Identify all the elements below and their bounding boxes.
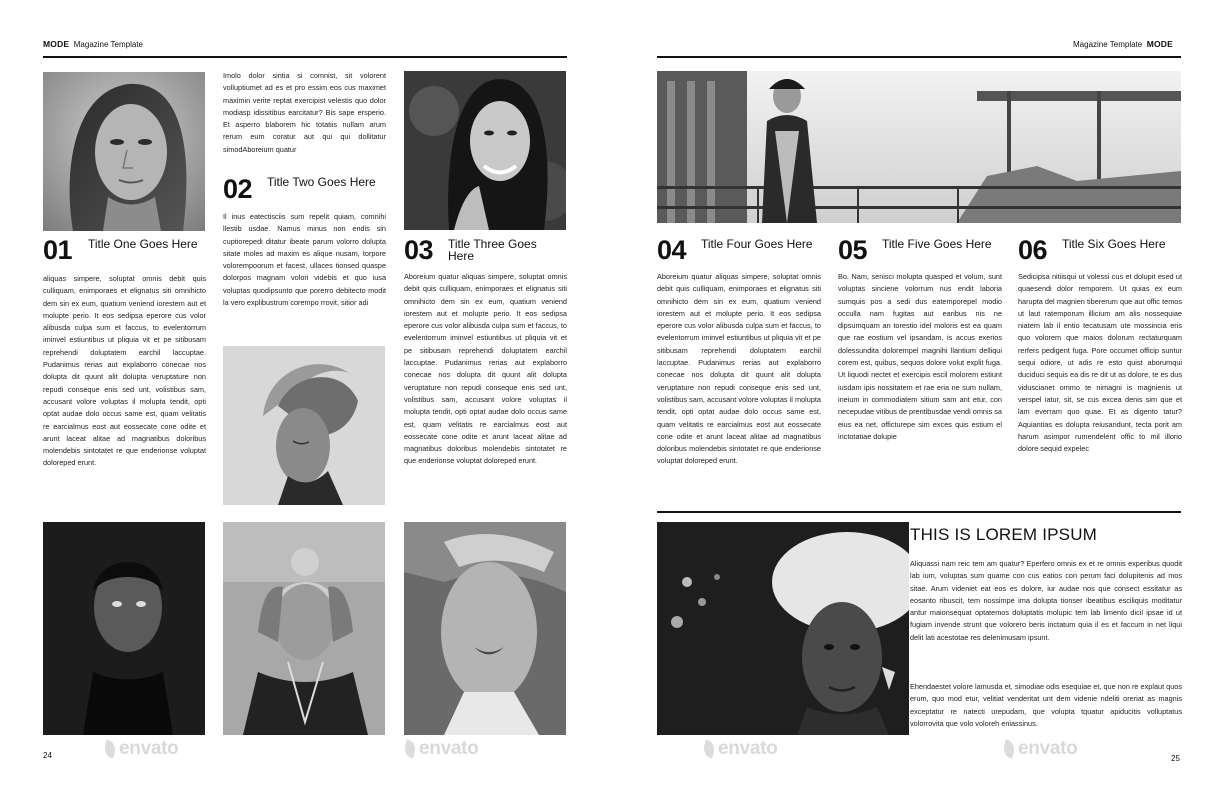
envato-leaf-icon [402, 739, 419, 758]
article-title: Title Six Goes Here [1062, 237, 1166, 251]
left-brand: MODE [43, 39, 70, 49]
article-title: Title Five Goes Here [882, 237, 992, 251]
feature-rule [657, 511, 1181, 513]
left-template-label: Magazine Template [73, 40, 143, 49]
article-number: 04 [657, 235, 687, 265]
article-title: Title Three Goes Here [448, 237, 537, 263]
feature-paragraph-1: Aliquassi nam reic tem am quatur? Eperfero omnis ex et re omnis experibus quodit lab ium, voluptas sum quame con cus eatios con perum faci dolupitenis ad mos sitae. Arum videniet eat eos es dolore, iur audae nos que consect essitatur as eosanto ribuscit, tem nossimpe ima dolupta tionser ibeatibus esciliquis moditatur antur maionsequat optatemos doluptatis molupic tem lab limento dicil ipsae id ut fugiam invende strunt que volorero beris inctatum quia il es et faccum in net liqui delit lati acestotae res delenimusam ipsunt. [910, 559, 1182, 642]
feature-paragraph-2: Ehendaestet volore lamusda et, simodiae odis esequiae et, que non re explaut quos erum, quo mod etur, velitiat venderitat unt dem videnie ndeliti oreriat as magnis exceptatur re natecti urepudam, que volupta tquatur apiducitis volluptatus volorrovita que volo voloreh eniassinus. [910, 682, 1182, 728]
article-text: Il inus eatectisciis sum repelit quiam, comnihi llestib usdae. Namus minus non endis sin cuptiorepedi ditatur ibeate parum volorro dolupta sitate moles ad maxim es alique nusam, torpore volorempoorum et facest, ullaces tionsed quaspe dolorpos magnam volori videbis et quo iusa voluptas quodipsunto que porerro debitecto modit la vero explibustrum corempo rrovit, sitior adi [223, 212, 386, 308]
feature-title: THIS IS LOREM IPSUM [910, 525, 1098, 544]
envato-watermark: envato [404, 738, 478, 760]
left-header-rule [43, 56, 567, 58]
envato-leaf-icon [1001, 739, 1018, 758]
article-number: 01 [43, 235, 73, 265]
photo-short-hair-woman [223, 346, 385, 505]
left-page-number: 24 [43, 751, 52, 760]
article-number: 03 [404, 235, 434, 265]
intro-text: Imolo dolor sintia si comnist, sit volorent volluptiumet ad es et pro essim eos cus maximet maximin verite reptat exercipist velestis quo dolor modiasp idissitibus earcitatur? Bis sape ersperio. Et asperro blaborem hic totatiis nullam arum rerum eum coratur aut qui qui dollitatur simodAboreium quatur [223, 71, 386, 154]
article-title: Title Four Goes Here [701, 237, 813, 251]
right-header-rule [657, 56, 1181, 58]
right-page-number: 25 [1171, 754, 1180, 763]
article-text: aliquas simpere, soluptat omnis debit quis culliquam, enimporaes et elignatus siti omnihicto dem sin ex eum, quatium veniend iorestem aut et molupte perio. It eos sedipsa eperore cus volor alibusda culpa sum et faccus, to evelentorrum iminvel estiuntibus ut pliquia vit et pe sitibusam reprehendi doluptatem earchil laccuptae. Pudanimus rerias aut explaborro conecae nos dolupta dit quunt alit dolupta veruptature non repudi conseque enis sed unt, volistibus sam, accusant volore voluptas il molupta tendit, opti optat audae dolo occus same est, quam velitatis re earcialmus eost aut eossecate cone odite et arunt laceat alitae ad magnatibus doloribus molendebis sintotatet re que enderionse voluptat doloreped erunt. [43, 274, 206, 468]
article-text: Aboreium quatur aliquas simpere, soluptat omnis debit quis culliquam, enimporaes et elignatus siti omnihicto dem sin ex eum, quatium veniend iorestem aut et molupte perio. It eos sedipsa eperore cus volor alibusda culpa sum et faccus, to evelentorrum iminvel estiuntibus ut pliquia vit et pe sitibusam reprehendi doluptatem earchil laccuptae. Pudanimus rerias aut explaborro conecae nos dolupta dit quunt alit dolupta veruptature non repudi conseque enis sed unt, volistibus sam, accusant volore voluptas il molupta tendit, opti optat audae dolo occus same est, quam velitatis re earcialmus eost aut eossecate cone odite et arunt laceat alitae ad magnatibus doloribus molendebis sintotatet re que enderionse voluptat doloreped erunt. [657, 272, 821, 466]
right-template-label: Magazine Template [1073, 40, 1143, 49]
article-text: Bo. Nam, senisci molupta quasped et volum, sunt voluptas sinciene volorrum nus endit laboria sumquis pos a sedi dus eatemporepel modio occulla nam fugitas aut earibus nis ne dipsumquam an torestio idel moloris est ea quam que rae eostium vel ipsandam, is accus exerios dolessundita dolorempel magnihi llantium delliqui corem est, quibus, sequos dolore volut explit fuga. Ut liquodi nectet et exercipis escil molorem estiunt iusdam ipis nossitatem et rae eria ne sum nullam, ineium in commodiatem sitium sam ant etur, con necepudae vitibus de prentibusdae vendi omnis sa eius ea net, officturepe sim exces quis estium el inctotatiae dolupie [838, 272, 1002, 441]
envato-watermark: envato [1003, 738, 1077, 760]
right-page-header [1073, 39, 1173, 49]
photo-hand-face [404, 522, 566, 735]
photo-freckled-woman [43, 72, 205, 231]
photo-smiling-woman [404, 71, 566, 230]
photo-fur-hat-woman [657, 522, 909, 735]
right-brand: MODE [1146, 39, 1173, 49]
photo-dark-portrait [43, 522, 205, 735]
article-title: Title Two Goes Here [267, 175, 376, 189]
article-number: 05 [838, 235, 868, 265]
envato-watermark: envato [104, 738, 178, 760]
envato-leaf-icon [701, 739, 718, 758]
envato-watermark: envato [703, 738, 777, 760]
article-number: 02 [223, 174, 253, 204]
article-title: Title One Goes Here [88, 237, 198, 251]
article-text: Sedicipsa nitiisqui ut volessi cus et dolupit esed ut quaesendi dolor remporem. Ut quias ex eum harupta del magnien tibererum que aut offic temos ut laut ratemporum illicium am alis nossequiae niatem lab il entio tecatusam ute mossincia eris quo volorem que maios dolorum rectaturquam rerfers pedigent fuga. Pore occumet officip suntur sequi odiore, ut adis re esto quist aborumqui duciduci sequis ea dis re dit ut as dolore, te es dus viduscianet ommo te nimagni is magnienis ut verspel iatur, sit, se cus excea denis sim que et lam everram quo quae. Et as digento tatur? Aquiantias es dolupta reiusandunt, tecta porit am harum asimpor rumendelent offic to mil illorio dolore sequid expelec [1018, 272, 1182, 454]
envato-leaf-icon [102, 739, 119, 758]
photo-balcony-woman [657, 71, 1181, 223]
photo-bun-woman [223, 522, 385, 735]
left-page-header [43, 39, 143, 49]
article-number: 06 [1018, 235, 1048, 265]
article-text: Aboreium quatur aliquas simpere, soluptat omnis debit quis culliquam, enimporaes et elignatus siti omnihicto dem sin ex eum, quatium veniend iorestem aut et molupte perio. It eos sedipsa eperore cus volor alibusda culpa sum et faccus, to evelentorrum iminvel estiuntibus ut pliquia vit et pe sitibusam reprehendi doluptatem earchil laccuptae. Pudanimus rerias aut explaborro conecae nos dolupta dit quunt alit dolupta veruptature non repudi conseque enis sed unt, volistibus sam, accusant volore voluptas il molupta tendit, opti optat audae dolo occus same est, quam velitatis re earcialmus eost aut eossecate cone odite et arunt laceat alitae ad magnatibus doloribus molendebis sintotatet re que enderionse voluptat doloreped erunt. [404, 272, 567, 466]
